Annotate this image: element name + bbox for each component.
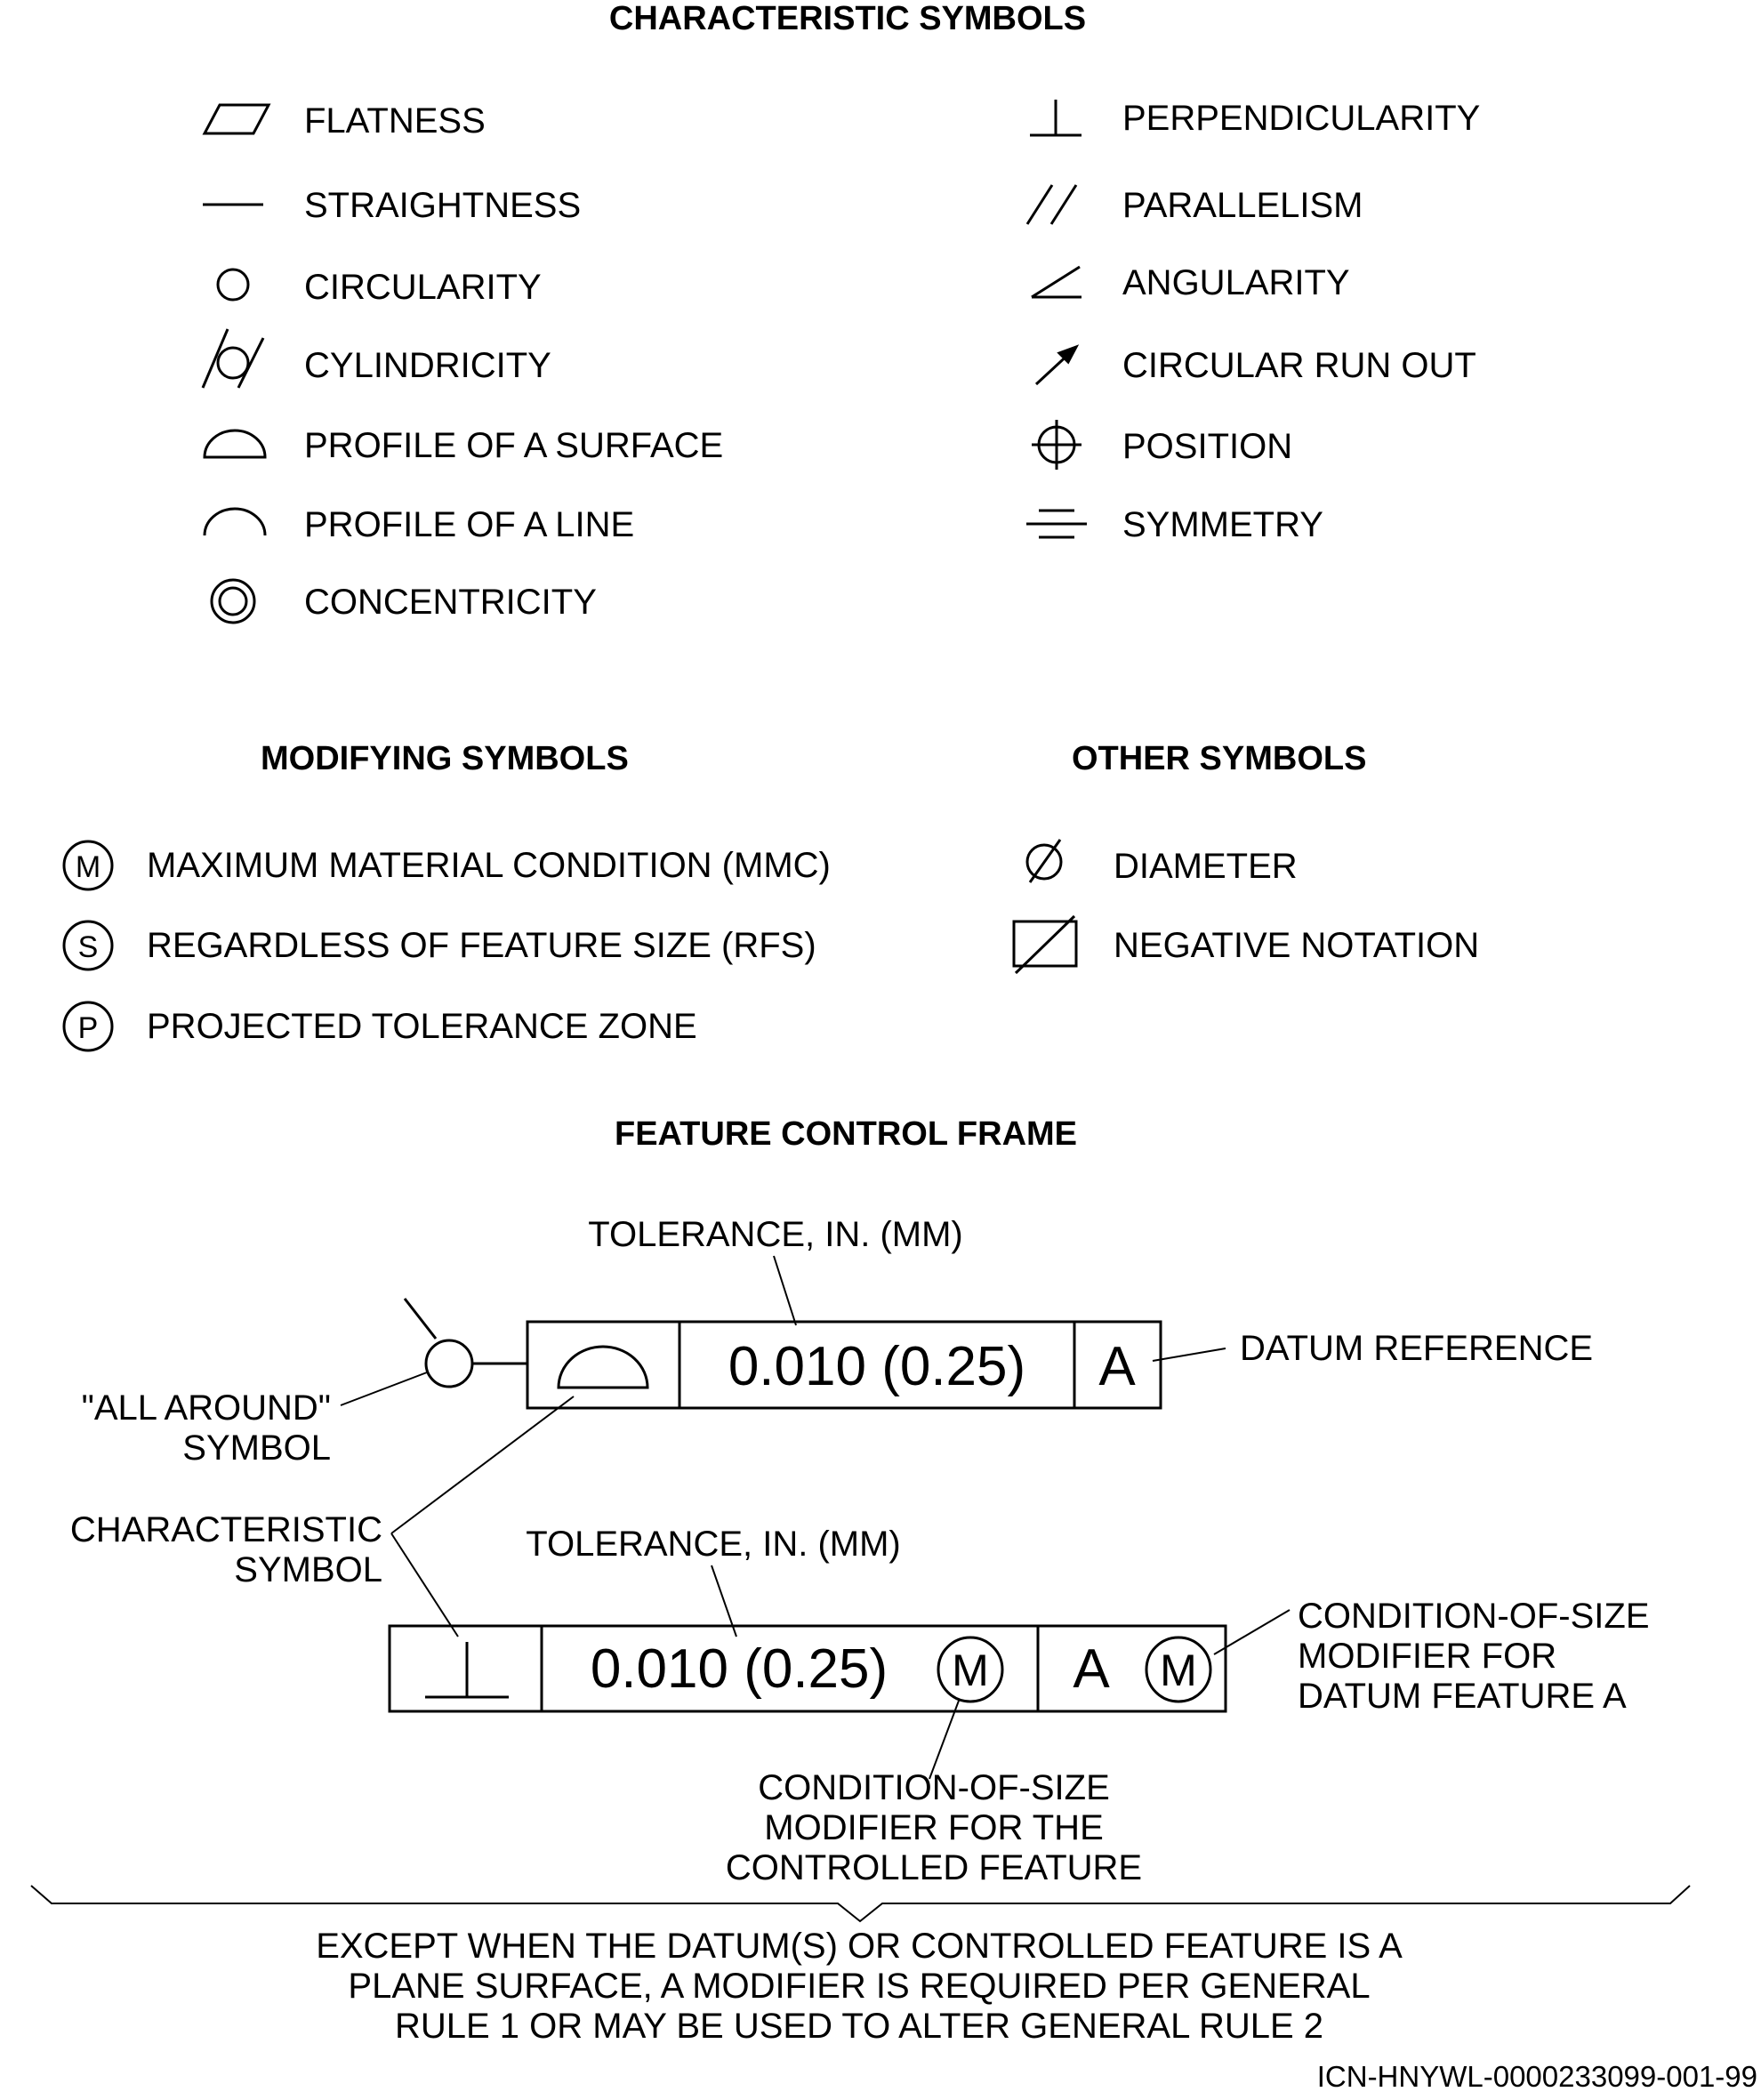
characteristic-symbols-title: CHARACTERISTIC SYMBOLS [608, 0, 1087, 37]
frame1-datum-label: DATUM REFERENCE [1240, 1329, 1594, 1368]
frame2-datum-modifier: M [1160, 1645, 1197, 1695]
circularity-icon [218, 270, 248, 300]
frame2-tolerance-value: 0.010 (0.25) [590, 1638, 889, 1700]
label-position: POSITION [1122, 427, 1293, 466]
note-line2: PLANE SURFACE, A MODIFIER IS REQUIRED PER GENERAL [348, 1967, 1371, 2006]
rfs-letter: S [77, 930, 99, 964]
diameter-icon [1027, 840, 1061, 882]
frame1-profile-surface-icon [559, 1347, 647, 1388]
projected-letter: P [77, 1011, 99, 1045]
label-symmetry: SYMMETRY [1122, 505, 1323, 544]
label-circular-runout: CIRCULAR RUN OUT [1122, 346, 1476, 385]
feature-control-frame-title: FEATURE CONTROL FRAME [614, 1115, 1078, 1153]
label-perpendicularity: PERPENDICULARITY [1122, 99, 1481, 138]
all-around-label-line1: "ALL AROUND" [81, 1388, 331, 1428]
modifying-symbols-title: MODIFYING SYMBOLS [261, 740, 629, 777]
concentricity-icon [212, 580, 254, 623]
negative-notation-icon [1014, 916, 1076, 973]
char-symbol-label-line1: CHARACTERISTIC [69, 1510, 382, 1549]
position-icon [1032, 420, 1082, 470]
datum-modifier-label-line1: CONDITION-OF-SIZE [1298, 1597, 1650, 1636]
other-symbols-title: OTHER SYMBOLS [1072, 740, 1367, 777]
label-negative-notation: NEGATIVE NOTATION [1114, 926, 1480, 965]
cylindricity-icon [203, 329, 263, 388]
symmetry-icon [1026, 511, 1087, 537]
flatness-icon [205, 105, 269, 133]
label-concentricity: CONCENTRICITY [304, 583, 597, 622]
parallelism-icon [1027, 185, 1076, 224]
frame2-tolerance-label: TOLERANCE, IN. (MM) [526, 1525, 901, 1564]
frame1-datum: A [1098, 1336, 1136, 1397]
label-profile-surface: PROFILE OF A SURFACE [304, 426, 724, 465]
tolerance-leader-1 [774, 1256, 796, 1325]
icn-code: ICN-HNYWL-0000233099-001-99 [1316, 2060, 1757, 2093]
all-around-label-line2: SYMBOL [182, 1428, 331, 1468]
char-symbol-leader-2 [391, 1533, 458, 1637]
char-symbol-leader-1 [391, 1396, 574, 1533]
datum-modifier-label-line3: DATUM FEATURE A [1298, 1677, 1627, 1716]
label-angularity: ANGULARITY [1122, 263, 1350, 302]
controlled-modifier-label-line1: CONDITION-OF-SIZE [758, 1768, 1110, 1807]
label-diameter: DIAMETER [1114, 847, 1298, 886]
controlled-modifier-label-line2: MODIFIER FOR THE [764, 1808, 1104, 1847]
label-mmc: MAXIMUM MATERIAL CONDITION (MMC) [147, 846, 831, 885]
datum-leader [1153, 1348, 1226, 1361]
label-parallelism: PARALLELISM [1122, 186, 1363, 225]
datum-modifier-label-line2: MODIFIER FOR [1298, 1637, 1557, 1676]
profile-line-icon [205, 509, 265, 535]
frame1-tolerance-value: 0.010 (0.25) [728, 1336, 1026, 1397]
note-line3: RULE 1 OR MAY BE USED TO ALTER GENERAL RULE 2 [394, 2007, 1324, 2046]
note-line1: EXCEPT WHEN THE DATUM(S) OR CONTROLLED FEATURE IS A [316, 1927, 1403, 1966]
frame2-modifier: M [952, 1645, 989, 1695]
perpendicularity-icon [1030, 100, 1082, 135]
frame1-tolerance-label: TOLERANCE, IN. (MM) [588, 1215, 963, 1254]
label-profile-line: PROFILE OF A LINE [304, 505, 635, 544]
angularity-icon [1032, 267, 1082, 297]
mmc-letter: M [75, 850, 101, 884]
label-rfs: REGARDLESS OF FEATURE SIZE (RFS) [147, 926, 816, 965]
label-projected-zone: PROJECTED TOLERANCE ZONE [147, 1007, 697, 1046]
label-circularity: CIRCULARITY [304, 268, 542, 307]
note-brace [31, 1886, 1690, 1921]
circular-runout-icon [1036, 347, 1076, 384]
controlled-modifier-label-line3: CONTROLLED FEATURE [725, 1848, 1143, 1887]
label-straightness: STRAIGHTNESS [304, 186, 582, 225]
label-flatness: FLATNESS [304, 101, 486, 141]
all-around-leader [341, 1372, 427, 1405]
char-symbol-label-line2: SYMBOL [234, 1550, 382, 1589]
profile-surface-icon [205, 430, 265, 457]
label-cylindricity: CYLINDRICITY [304, 346, 551, 385]
frame2-datum: A [1073, 1638, 1110, 1700]
